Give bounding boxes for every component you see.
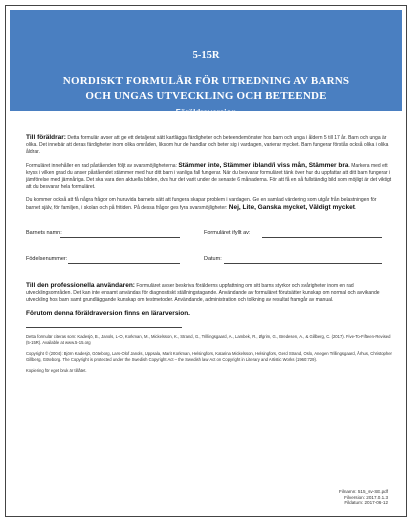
copying-note: Kopiering för eget bruk är tillåtet. (26, 368, 87, 373)
professional-label: Till den professionella användaren: (26, 282, 135, 289)
file-version: Filversion: 2017.0.1.3 (344, 494, 388, 500)
form-fields (26, 226, 392, 268)
file-info (339, 489, 388, 506)
date-field[interactable] (224, 263, 382, 264)
intro-text: Detta formulär avser att ge ett detaljerat sätt kartlägga färdigheter och beteendemönster hos barn och unga i åldern 5 till 17 år. Barn och unga är olika. Det innebär att deras färdigheter inom olika områden, liksom hur de handlar och beter sig i vardagen, varierar mycket. Barn fungerar förstås också olika i olika åldrar. (26, 135, 389, 155)
copyright-text: Copyright © (2004): Björn Kadesjö, Göteborg, Lars-Olof Janols, Uppsala, Marit Korkman, Helsingfors, Katarina Mickelsson, Helsingfors, Gerd Strand, Oslo, Anegen Trillingsgaard, Århus, Christopher Gillberg, Göteborg. The Copyright is protected under the Swedish Copyright Act – the Swedish law Act on Copyright in Literary and Artistic Works (1960:729). (26, 351, 392, 362)
form-code: 5-15R (192, 50, 220, 61)
birth-number-label: Födelsenummer: (26, 256, 68, 262)
form-subtitle: Föräldraversion (175, 108, 237, 117)
file-name: Filnamn: 515_sv-SE.pdf (338, 489, 388, 495)
form-title (10, 74, 402, 104)
teacher-version-note: Förutom denna föräldraversion finns en lärarversion. (26, 310, 190, 317)
intro-paragraph (26, 134, 392, 156)
filled-by-label: Formuläret ifyllt av: (204, 230, 251, 236)
followup-options: Nej, Lite, Ganska mycket, Väldigt mycket (228, 204, 355, 211)
form-title-line-1: NORDISKT FORMULÄR FÖR UTREDNING AV BARNS (62, 75, 350, 87)
followup-text-after: . (354, 205, 357, 211)
birth-number-field[interactable] (68, 263, 180, 264)
instructions-options: Stämmer inte, Stämmer ibland/i viss mån, Stämmer bra (178, 162, 349, 169)
professional-text: Formuläret avser beskriva förälderns uppfattning om sitt barns styrkor och svårigheter inom en rad utvecklingsområden. Det kan inte ensamt användas för diagnostiskt ställningstagande. Användande av formuläret förutsätter kunskap om normal och avvikande utveckling hos barn samt grundläggande kunskap om testmetoder. Användande, administration och tolkning av resultat framgår av manual. (26, 283, 380, 303)
filled-by-field[interactable] (262, 237, 382, 238)
date-label: Datum: (204, 256, 222, 262)
header-banner (10, 10, 402, 117)
instructions-text-after: . Markera med ett kryss i vilken grad du anser påståendet stämmer med hur ditt barn i vanliga fall fungerar. När du besvarar formuläret tänk över hur du uppfattar att ditt barn fungerar i jämförelse med jämnåriga. Det ska vara den aktuella bilden, dvs hur det varit under de senaste 6 månaderna. För att få en så fullständig bild som möjligt är det viktigt att du besvarar hela formuläret. (26, 163, 392, 190)
instructions-paragraph (26, 162, 392, 191)
child-name-label: Barnets namn: (26, 230, 62, 236)
followup-text-before: Du kommer också att få några frågor om huruvida barnets sätt att fungera skapar problem i vardagen. Ge en samlad värdering som utgår från belastningen för barnet själv, för familjen, i skolan och på fritiden. På dessa frågor ges fyra svarsmöjligheter: (26, 197, 377, 211)
form-body (26, 134, 392, 379)
citation-text: Detta formulär citeras som: Kadesjö, B., Janols, L-O, Korkman, M., Mickelsson, K., Strand, G., Trillingsgaard, A., Lambek, R., Øgrim, G., Bredesen, A., & Gillberg, C. (2017). Five-To-Fifteen-Revised (5-15R). Available at www.5-15.org (26, 334, 391, 345)
references (26, 334, 392, 374)
divider (26, 327, 182, 328)
followup-paragraph (26, 197, 392, 212)
instructions-text-before: Formuläret innehåller en rad påståenden följt av svarsmöjligheterna: (26, 163, 179, 169)
form-page (5, 5, 407, 517)
intro-label: Till föräldrar: (26, 134, 66, 141)
file-date: Fildatum: 2017-06-12 (344, 500, 388, 506)
professional-paragraph (26, 282, 392, 304)
child-name-field[interactable] (60, 237, 180, 238)
form-title-line-2: OCH UNGAS UTVECKLING OCH BETEENDE (85, 90, 327, 102)
